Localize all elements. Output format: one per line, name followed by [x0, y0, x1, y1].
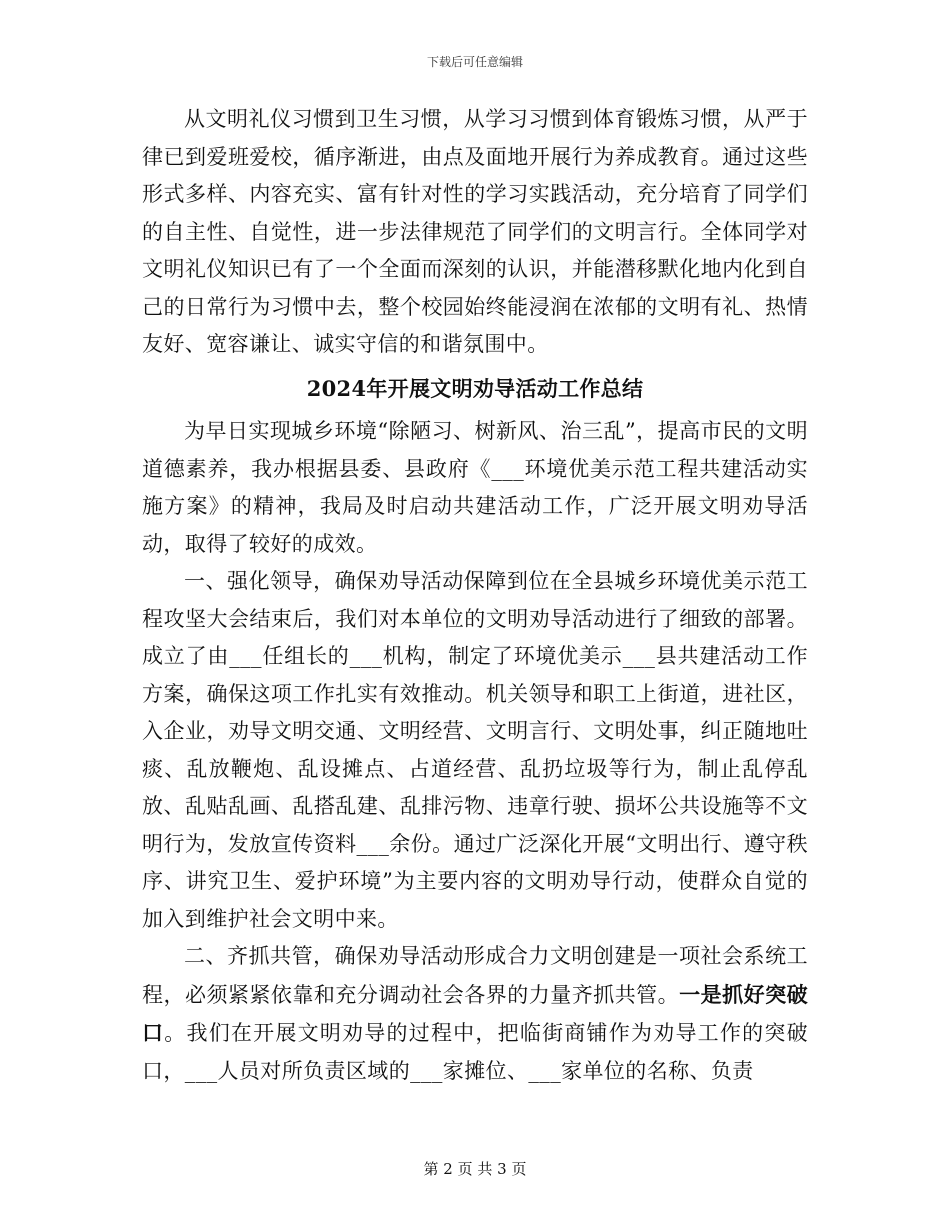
paragraph-continuation: 从文明礼仪习惯到卫生习惯，从学习习惯到体育锻炼习惯，从严于律已到爱班爱校，循序渐进，由点及面地开展行为养成教育。通过这些形式多样、内容充实、富有针对性的学习实践活动，充分培育了同学们的自主性、自觉性，进一步法律规范了同学们的文明言行。全体同学对文明礼仪知识已有了一个全面而深刻的认识，并能潜移默化地内化到自己的日常行为习惯中去，整个校园始终能浸润在浓郁的文明有礼、热情友好、宽容谦让、诚实守信的和谐氛围中。: [142, 107, 808, 356]
page-footer: 第 2 页 共 3 页: [423, 1160, 527, 1178]
paragraph-section-2: [142, 938, 808, 1090]
section-2-bold-phrase: 一是抓好突破口: [142, 981, 809, 1045]
page-header: 下载后可任意编辑: [426, 55, 523, 69]
section-2-text-start: 二、齐抓共管，确保劝导活动形成合力文明创建是一项社会系统工程，必须紧紧依靠和充分调动社会各界的力量齐抓共管。: [142, 944, 808, 1007]
document-title: 2024年开展文明劝导活动工作总结: [306, 375, 644, 401]
document-body: [142, 101, 808, 1090]
section-2-text-end: 。我们在开展文明劝导的过程中，把临街商铺作为劝导工作的突破口，___人员对所负责区域的___家摊位、___家单位的名称、负责: [142, 1021, 808, 1083]
paragraph-section-1: 一、强化领导，确保劝导活动保障到位在全县城乡环境优美示范工程攻坚大会结束后，我们对本单位的文明劝导活动进行了细致的部署。成立了由___任组长的___机构，制定了环境优美示___县共建活动工作方案，确保这项工作扎实有效推动。机关领导和职工上街道，进社区，入企业，劝导文明交通、文明经营、文明言行、文明处事，纠正随地吐痰、乱放鞭炮、乱设摊点、占道经营、乱扔垃圾等行为，制止乱停乱放、乱贴乱画、乱搭乱建、乱排污物、违章行驶、损坏公共设施等不文明行为，发放宣传资料___余份。通过广泛深化开展“文明出行、遵守秩序、讲究卫生、爱护环境”为主要内容的文明劝导行动，使群众自觉的加入到维护社会文明中来。: [142, 569, 808, 931]
paragraph-intro: 为早日实现城乡环境“除陋习、树新风、治三乱”，提高市民的文明道德素养，我办根据县委、县政府《___环境优美示范工程共建活动实施方案》的精神，我局及时启动共建活动工作，广泛开展文明劝导活动，取得了较好的成效。: [142, 419, 808, 556]
